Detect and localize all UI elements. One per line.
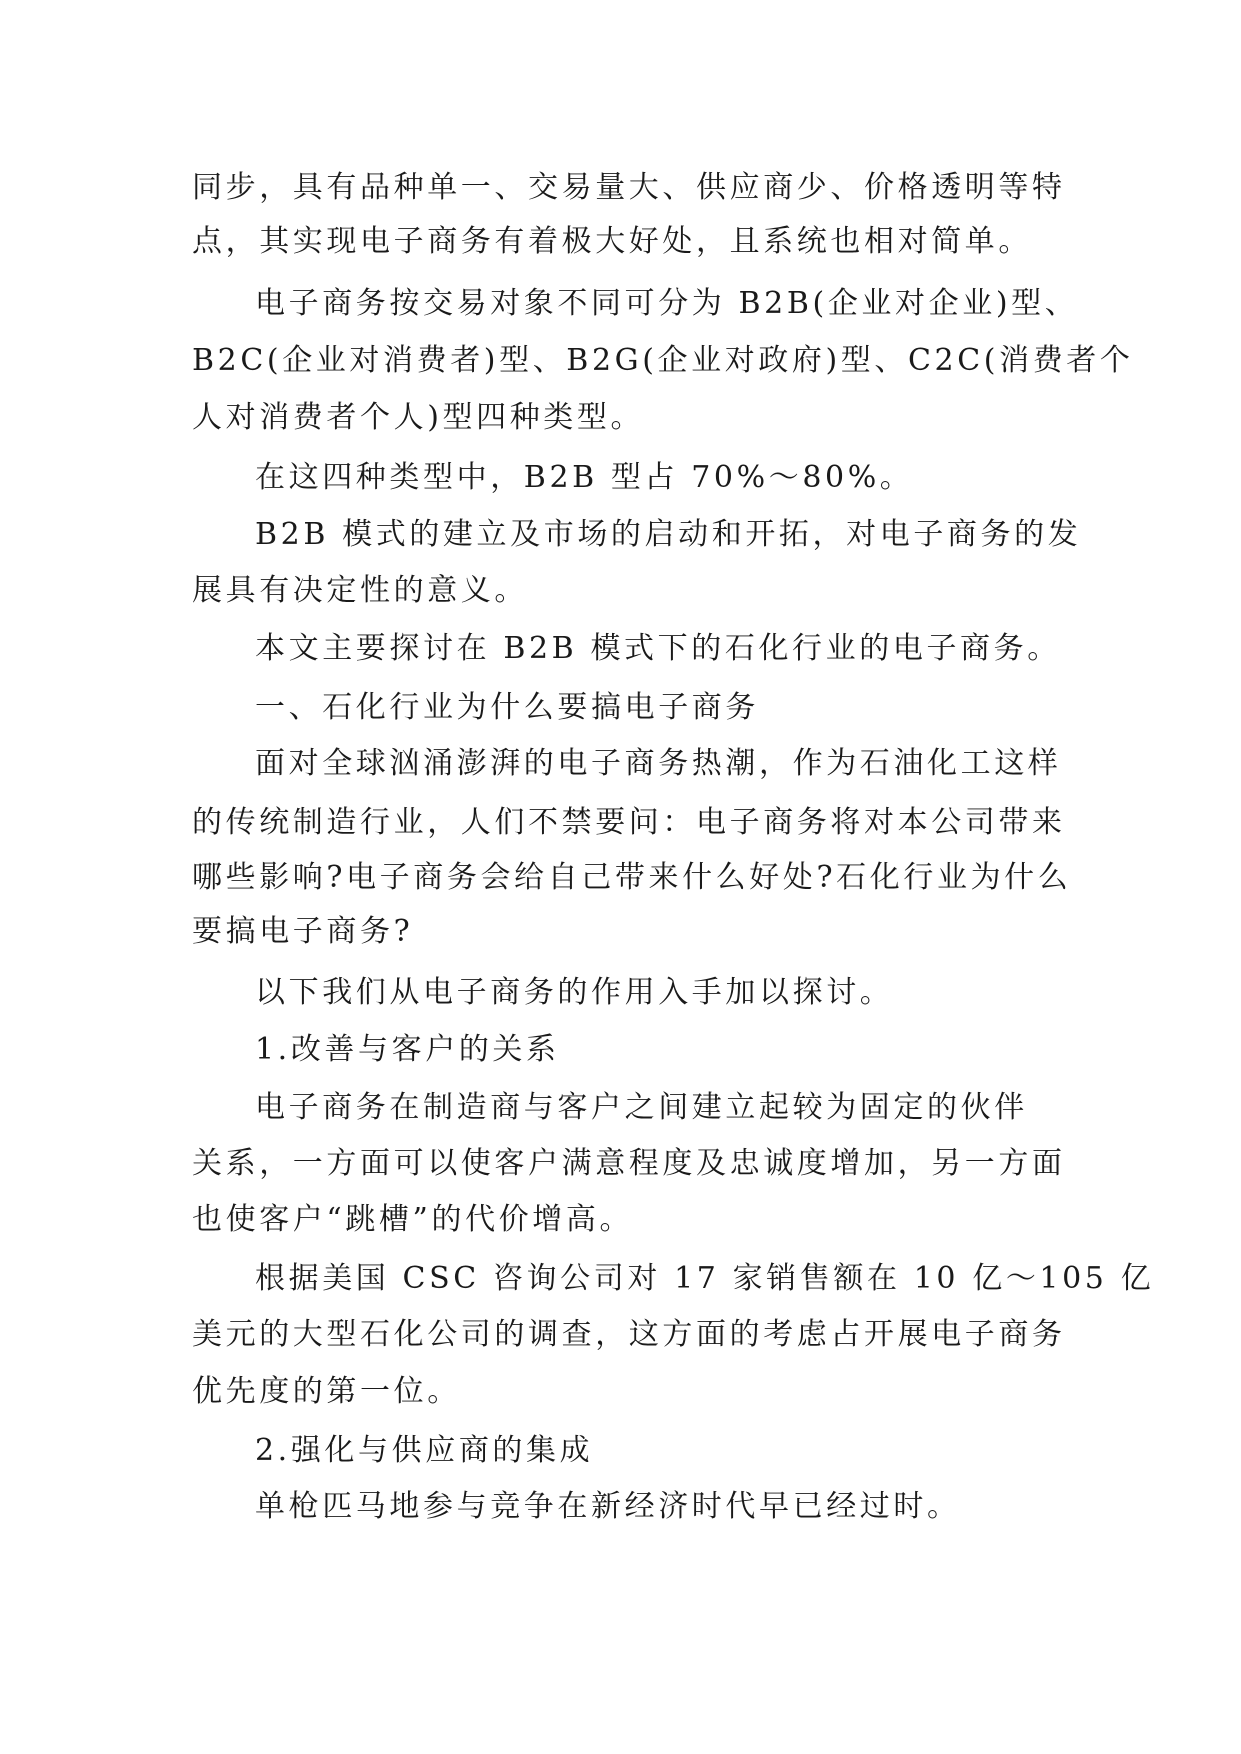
text-line: 人对消费者个人)型四种类型。	[192, 400, 645, 435]
text-line: 也使客户“跳槽”的代价增高。	[192, 1202, 634, 1237]
subsection-heading: 1.改善与客户的关系	[255, 1032, 560, 1067]
text-line: 哪些影响?电子商务会给自己带来什么好处?石化行业为什么	[192, 860, 1072, 895]
paragraph-first-line: 电子商务按交易对象不同可分为 B2B(企业对企业)型、	[255, 286, 1079, 321]
text-line: 的传统制造行业，人们不禁要问：电子商务将对本公司带来	[192, 805, 1066, 840]
paragraph-first-line: 根据美国 CSC 咨询公司对 17 家销售额在 10 亿～105 亿	[255, 1261, 1155, 1296]
text-line: 要搞电子商务?	[192, 914, 414, 949]
paragraph-first-line: B2B 模式的建立及市场的启动和开拓，对电子商务的发	[255, 517, 1082, 552]
subsection-heading: 2.强化与供应商的集成	[255, 1433, 594, 1468]
paragraph-first-line: 面对全球汹涌澎湃的电子商务热潮，作为石油化工这样	[255, 746, 1062, 781]
paragraph-first-line: 单枪匹马地参与竞争在新经济时代早已经过时。	[255, 1489, 961, 1524]
text-line: 同步，具有品种单一、交易量大、供应商少、价格透明等特	[192, 170, 1066, 205]
section-heading: 一、石化行业为什么要搞电子商务	[255, 690, 759, 725]
text-line: B2C(企业对消费者)型、B2G(企业对政府)型、C2C(消费者个	[192, 343, 1134, 378]
text-line: 展具有决定性的意义。	[192, 573, 528, 608]
paragraph-first-line: 以下我们从电子商务的作用入手加以探讨。	[255, 975, 894, 1010]
paragraph-first-line: 本文主要探讨在 B2B 模式下的石化行业的电子商务。	[255, 631, 1061, 666]
text-line: 点，其实现电子商务有着极大好处，且系统也相对简单。	[192, 224, 1032, 259]
text-line: 美元的大型石化公司的调查，这方面的考虑占开展电子商务	[192, 1317, 1066, 1352]
text-line: 关系，一方面可以使客户满意程度及忠诚度增加，另一方面	[192, 1146, 1066, 1181]
paragraph-first-line: 在这四种类型中，B2B 型占 70%～80%。	[255, 460, 914, 495]
text-line: 优先度的第一位。	[192, 1374, 461, 1409]
paragraph-first-line: 电子商务在制造商与客户之间建立起较为固定的伙伴	[255, 1090, 1028, 1125]
